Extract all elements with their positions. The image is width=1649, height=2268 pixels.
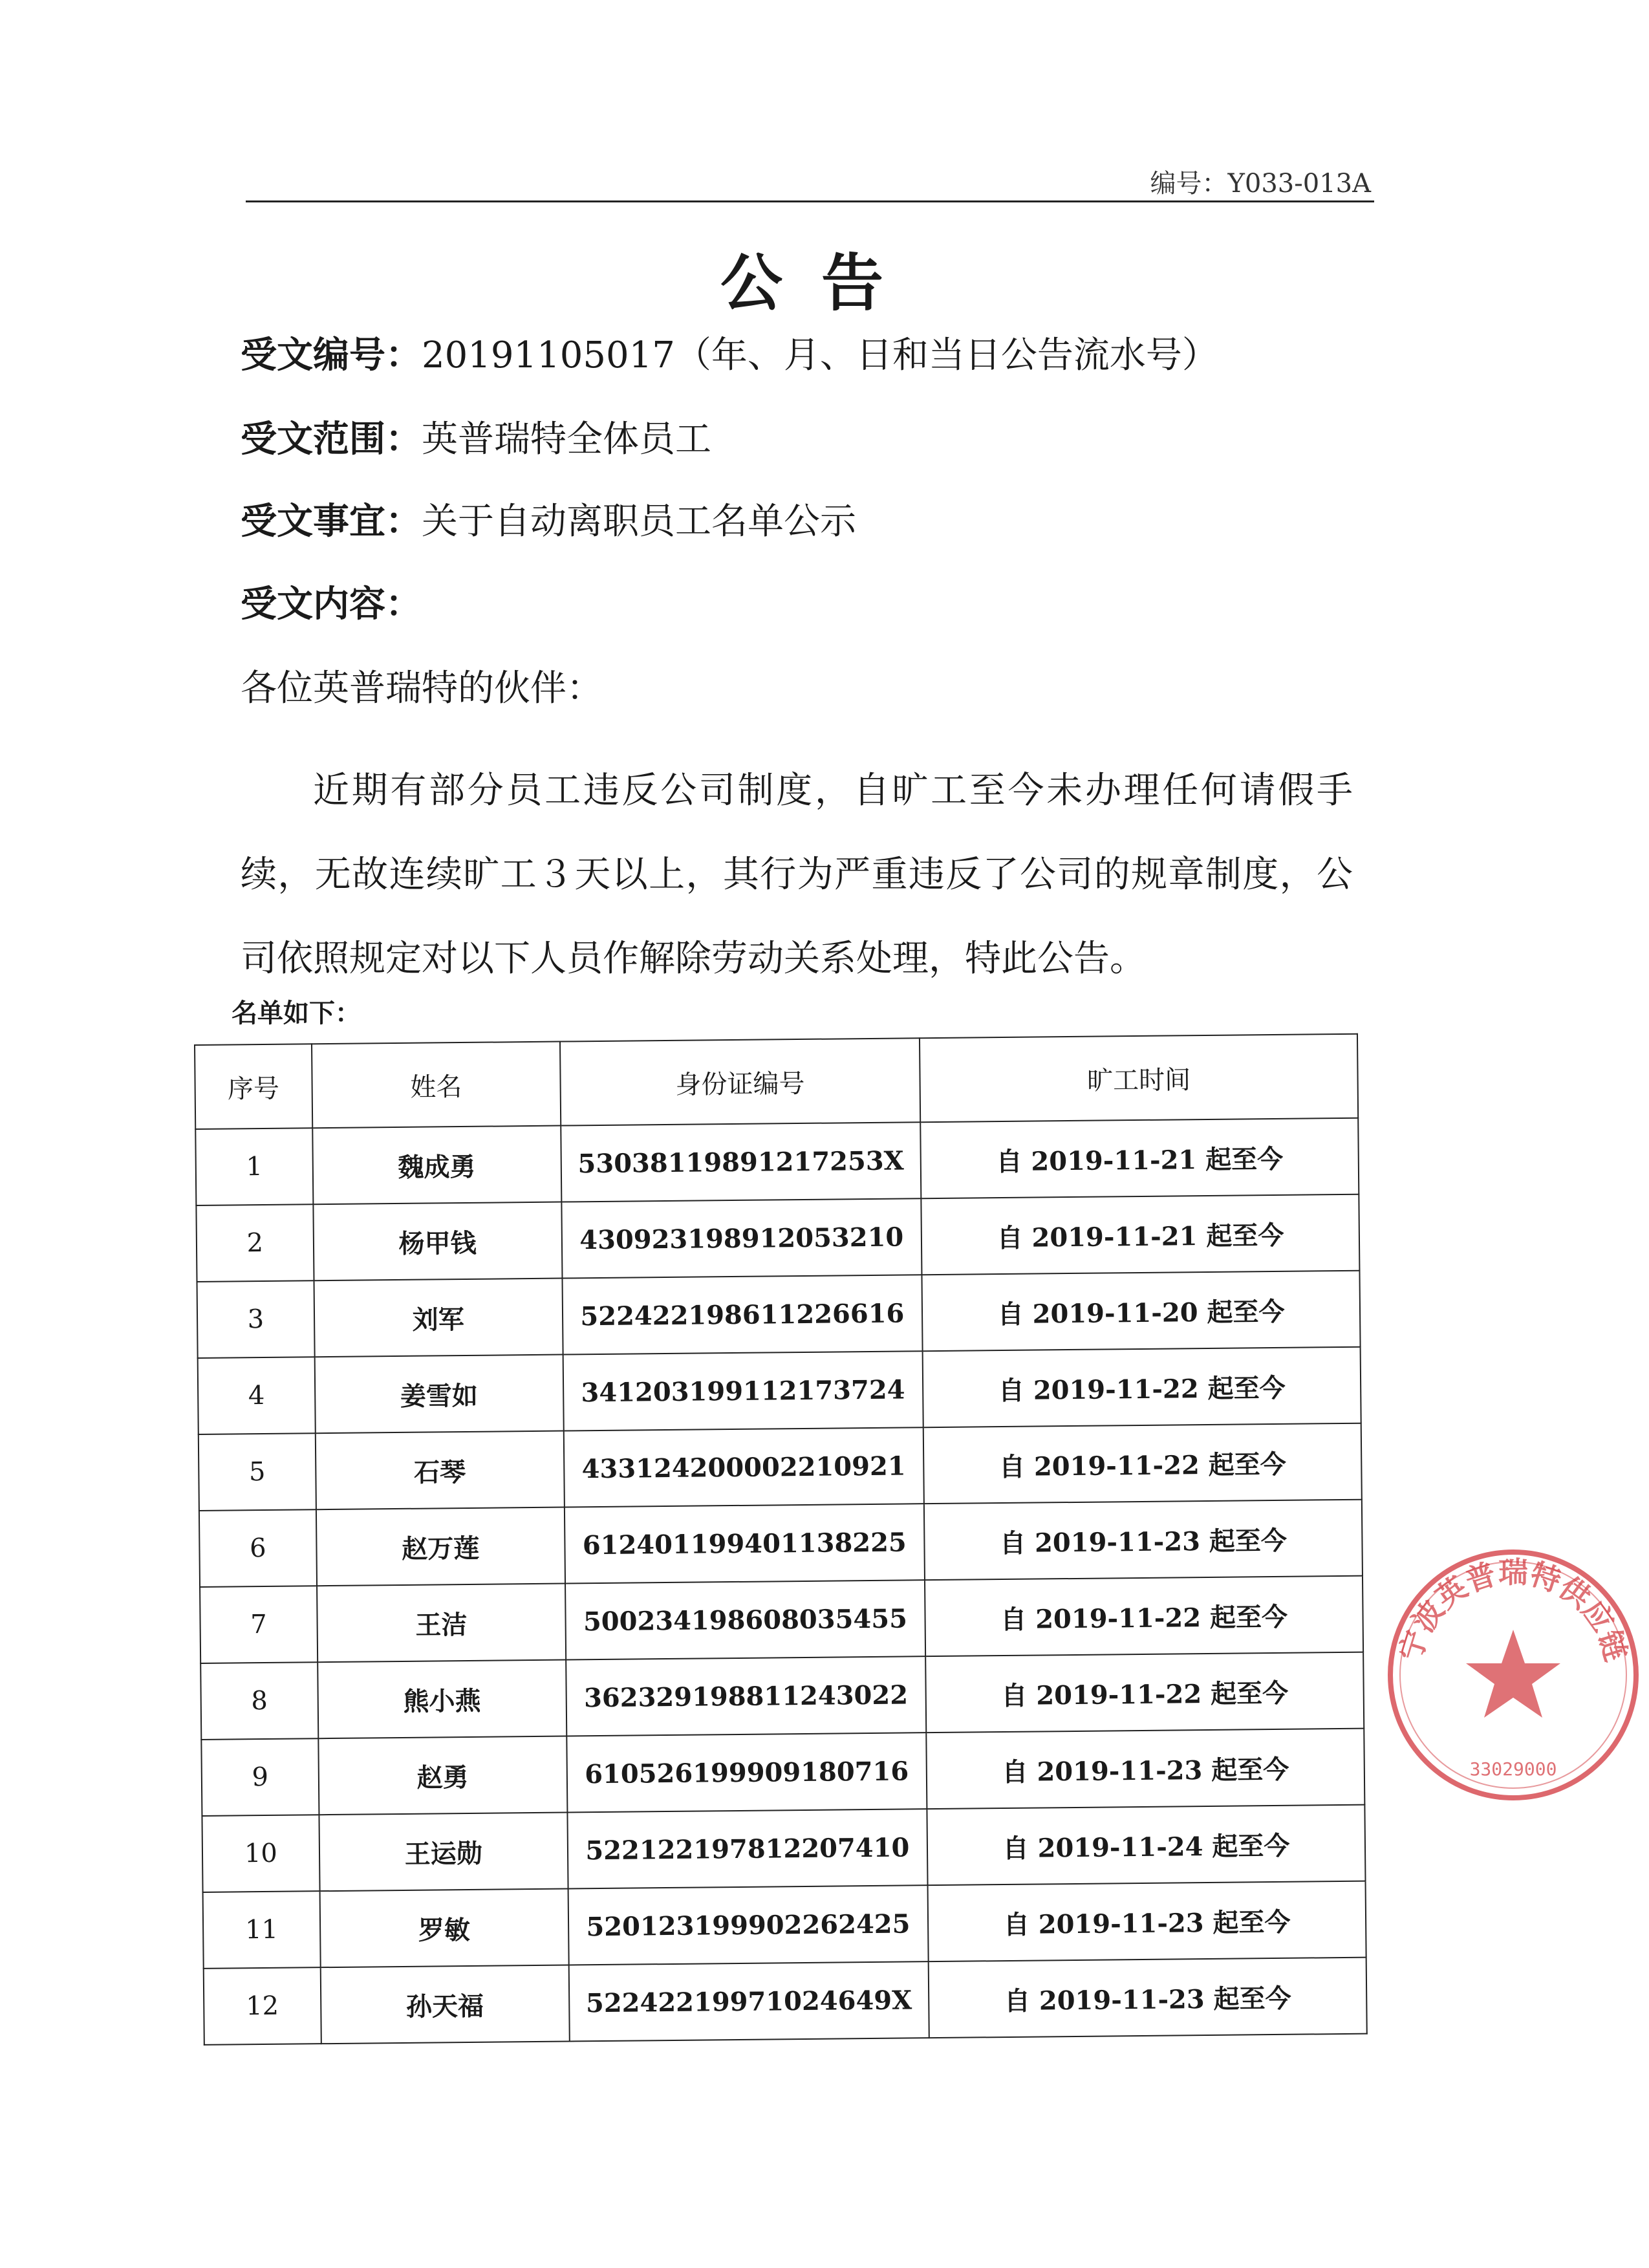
cell-name: 王运勋 <box>319 1813 568 1892</box>
field-subject <box>241 493 856 545</box>
cell-id-number: 52242219971024649X <box>568 1961 929 2041</box>
cell-index: 11 <box>203 1891 321 1969</box>
cell-name: 赵勇 <box>318 1736 567 1815</box>
header-absence-time: 旷工时间 <box>920 1034 1358 1122</box>
field-value: 英普瑞特全体员工 <box>422 418 711 460</box>
field-value: 20191105017（年、月、日和当日公告流水号） <box>422 334 1218 376</box>
cell-absence-time: 自 2019-11-23 起至今 <box>928 1881 1366 1961</box>
cell-absence-time: 自 2019-11-22 起至今 <box>925 1652 1364 1733</box>
company-seal <box>1377 1539 1649 1811</box>
header-index: 序号 <box>195 1044 312 1129</box>
cell-index: 8 <box>200 1662 318 1740</box>
cell-absence-time: 自 2019-11-23 起至今 <box>926 1729 1364 1809</box>
cell-absence-time: 自 2019-11-20 起至今 <box>922 1271 1361 1351</box>
list-heading: 名单如下： <box>232 999 361 1028</box>
cell-absence-time: 自 2019-11-21 起至今 <box>921 1194 1359 1275</box>
cell-id-number: 610526199909180716 <box>566 1733 927 1812</box>
cell-absence-time: 自 2019-11-21 起至今 <box>920 1118 1359 1198</box>
cell-name: 魏成勇 <box>312 1126 561 1205</box>
table-row <box>199 1500 1363 1587</box>
table-row <box>199 1423 1362 1511</box>
header-id-number: 身份证编号 <box>560 1038 921 1125</box>
table-row <box>201 1729 1364 1816</box>
cell-name: 石琴 <box>316 1431 565 1510</box>
body-paragraph: 近期有部分员工违反公司制度，自旷工至今未办理任何请假手续，无故连续旷工３天以上，其行为严重违反了公司的规章制度，公司依照规定对以下人员作解除劳动关系处理，特此公告。 <box>241 770 1353 980</box>
seal-number: 33029000 <box>1469 1758 1557 1780</box>
cell-index: 2 <box>196 1204 314 1282</box>
cell-absence-time: 自 2019-11-23 起至今 <box>924 1500 1363 1580</box>
notice-title: 公告 <box>720 247 922 319</box>
cell-id-number: 500234198608035455 <box>565 1580 926 1659</box>
header-name: 姓名 <box>312 1042 561 1129</box>
greeting: 各位英普瑞特的伙伴： <box>241 667 603 709</box>
cell-index: 9 <box>201 1738 319 1816</box>
field-value: 关于自动离职员工名单公示 <box>422 501 856 543</box>
cell-name: 杨甲钱 <box>313 1202 562 1281</box>
table-header-row <box>195 1034 1358 1129</box>
cell-id-number: 341203199112173724 <box>563 1351 923 1431</box>
cell-name: 姜雪如 <box>314 1355 563 1434</box>
cell-absence-time: 自 2019-11-24 起至今 <box>927 1805 1365 1885</box>
cell-absence-time: 自 2019-11-22 起至今 <box>923 1347 1361 1427</box>
table-row <box>200 1652 1364 1740</box>
cell-index: 12 <box>204 1967 321 2045</box>
cell-name: 赵万莲 <box>316 1507 565 1586</box>
seal-text: 宁波英普瑞特供应链 <box>1392 1555 1634 1665</box>
cell-absence-time: 自 2019-11-23 起至今 <box>929 1958 1367 2038</box>
cell-index: 6 <box>199 1509 317 1587</box>
field-label: 受文事宜： <box>241 501 422 543</box>
cell-index: 4 <box>198 1357 316 1434</box>
cell-id-number: 53038119891217253X <box>561 1122 921 1202</box>
cell-name: 王洁 <box>317 1584 566 1663</box>
cell-id-number: 433124200002210921 <box>563 1427 924 1507</box>
table-row <box>203 1881 1366 1969</box>
field-label: 受文范围： <box>241 418 422 460</box>
table-row <box>200 1576 1363 1663</box>
cell-absence-time: 自 2019-11-22 起至今 <box>925 1576 1363 1656</box>
cell-name: 罗敏 <box>319 1889 568 1968</box>
table-row <box>195 1118 1359 1205</box>
field-label: 受文内容： <box>241 583 422 625</box>
cell-index: 1 <box>195 1128 313 1205</box>
table-row <box>196 1194 1359 1282</box>
cell-index: 3 <box>197 1280 315 1358</box>
cell-id-number: 522122197812207410 <box>567 1809 928 1888</box>
document-code: 编号：Y033-013A <box>1150 169 1371 199</box>
cell-id-number: 612401199401138225 <box>564 1504 925 1583</box>
field-content <box>241 576 422 627</box>
cell-index: 5 <box>199 1433 316 1511</box>
table-row <box>198 1347 1361 1434</box>
cell-id-number: 430923198912053210 <box>561 1198 922 1278</box>
cell-id-number: 520123199902262425 <box>568 1885 929 1965</box>
table-row <box>204 1958 1367 2045</box>
field-scope <box>241 411 711 462</box>
cell-index: 7 <box>200 1586 318 1663</box>
cell-name: 熊小燕 <box>318 1660 566 1739</box>
cell-id-number: 522422198611226616 <box>562 1275 923 1354</box>
cell-name: 刘军 <box>314 1279 563 1357</box>
field-doc-number <box>241 327 1218 378</box>
header-rule <box>246 200 1374 202</box>
table-row <box>197 1271 1361 1358</box>
employee-table <box>194 1033 1368 2046</box>
field-label: 受文编号： <box>241 334 422 376</box>
table-row <box>202 1805 1365 1892</box>
cell-index: 10 <box>202 1815 319 1892</box>
cell-absence-time: 自 2019-11-22 起至今 <box>923 1423 1362 1504</box>
cell-id-number: 362329198811243022 <box>566 1656 927 1736</box>
cell-name: 孙天福 <box>321 1965 570 2044</box>
